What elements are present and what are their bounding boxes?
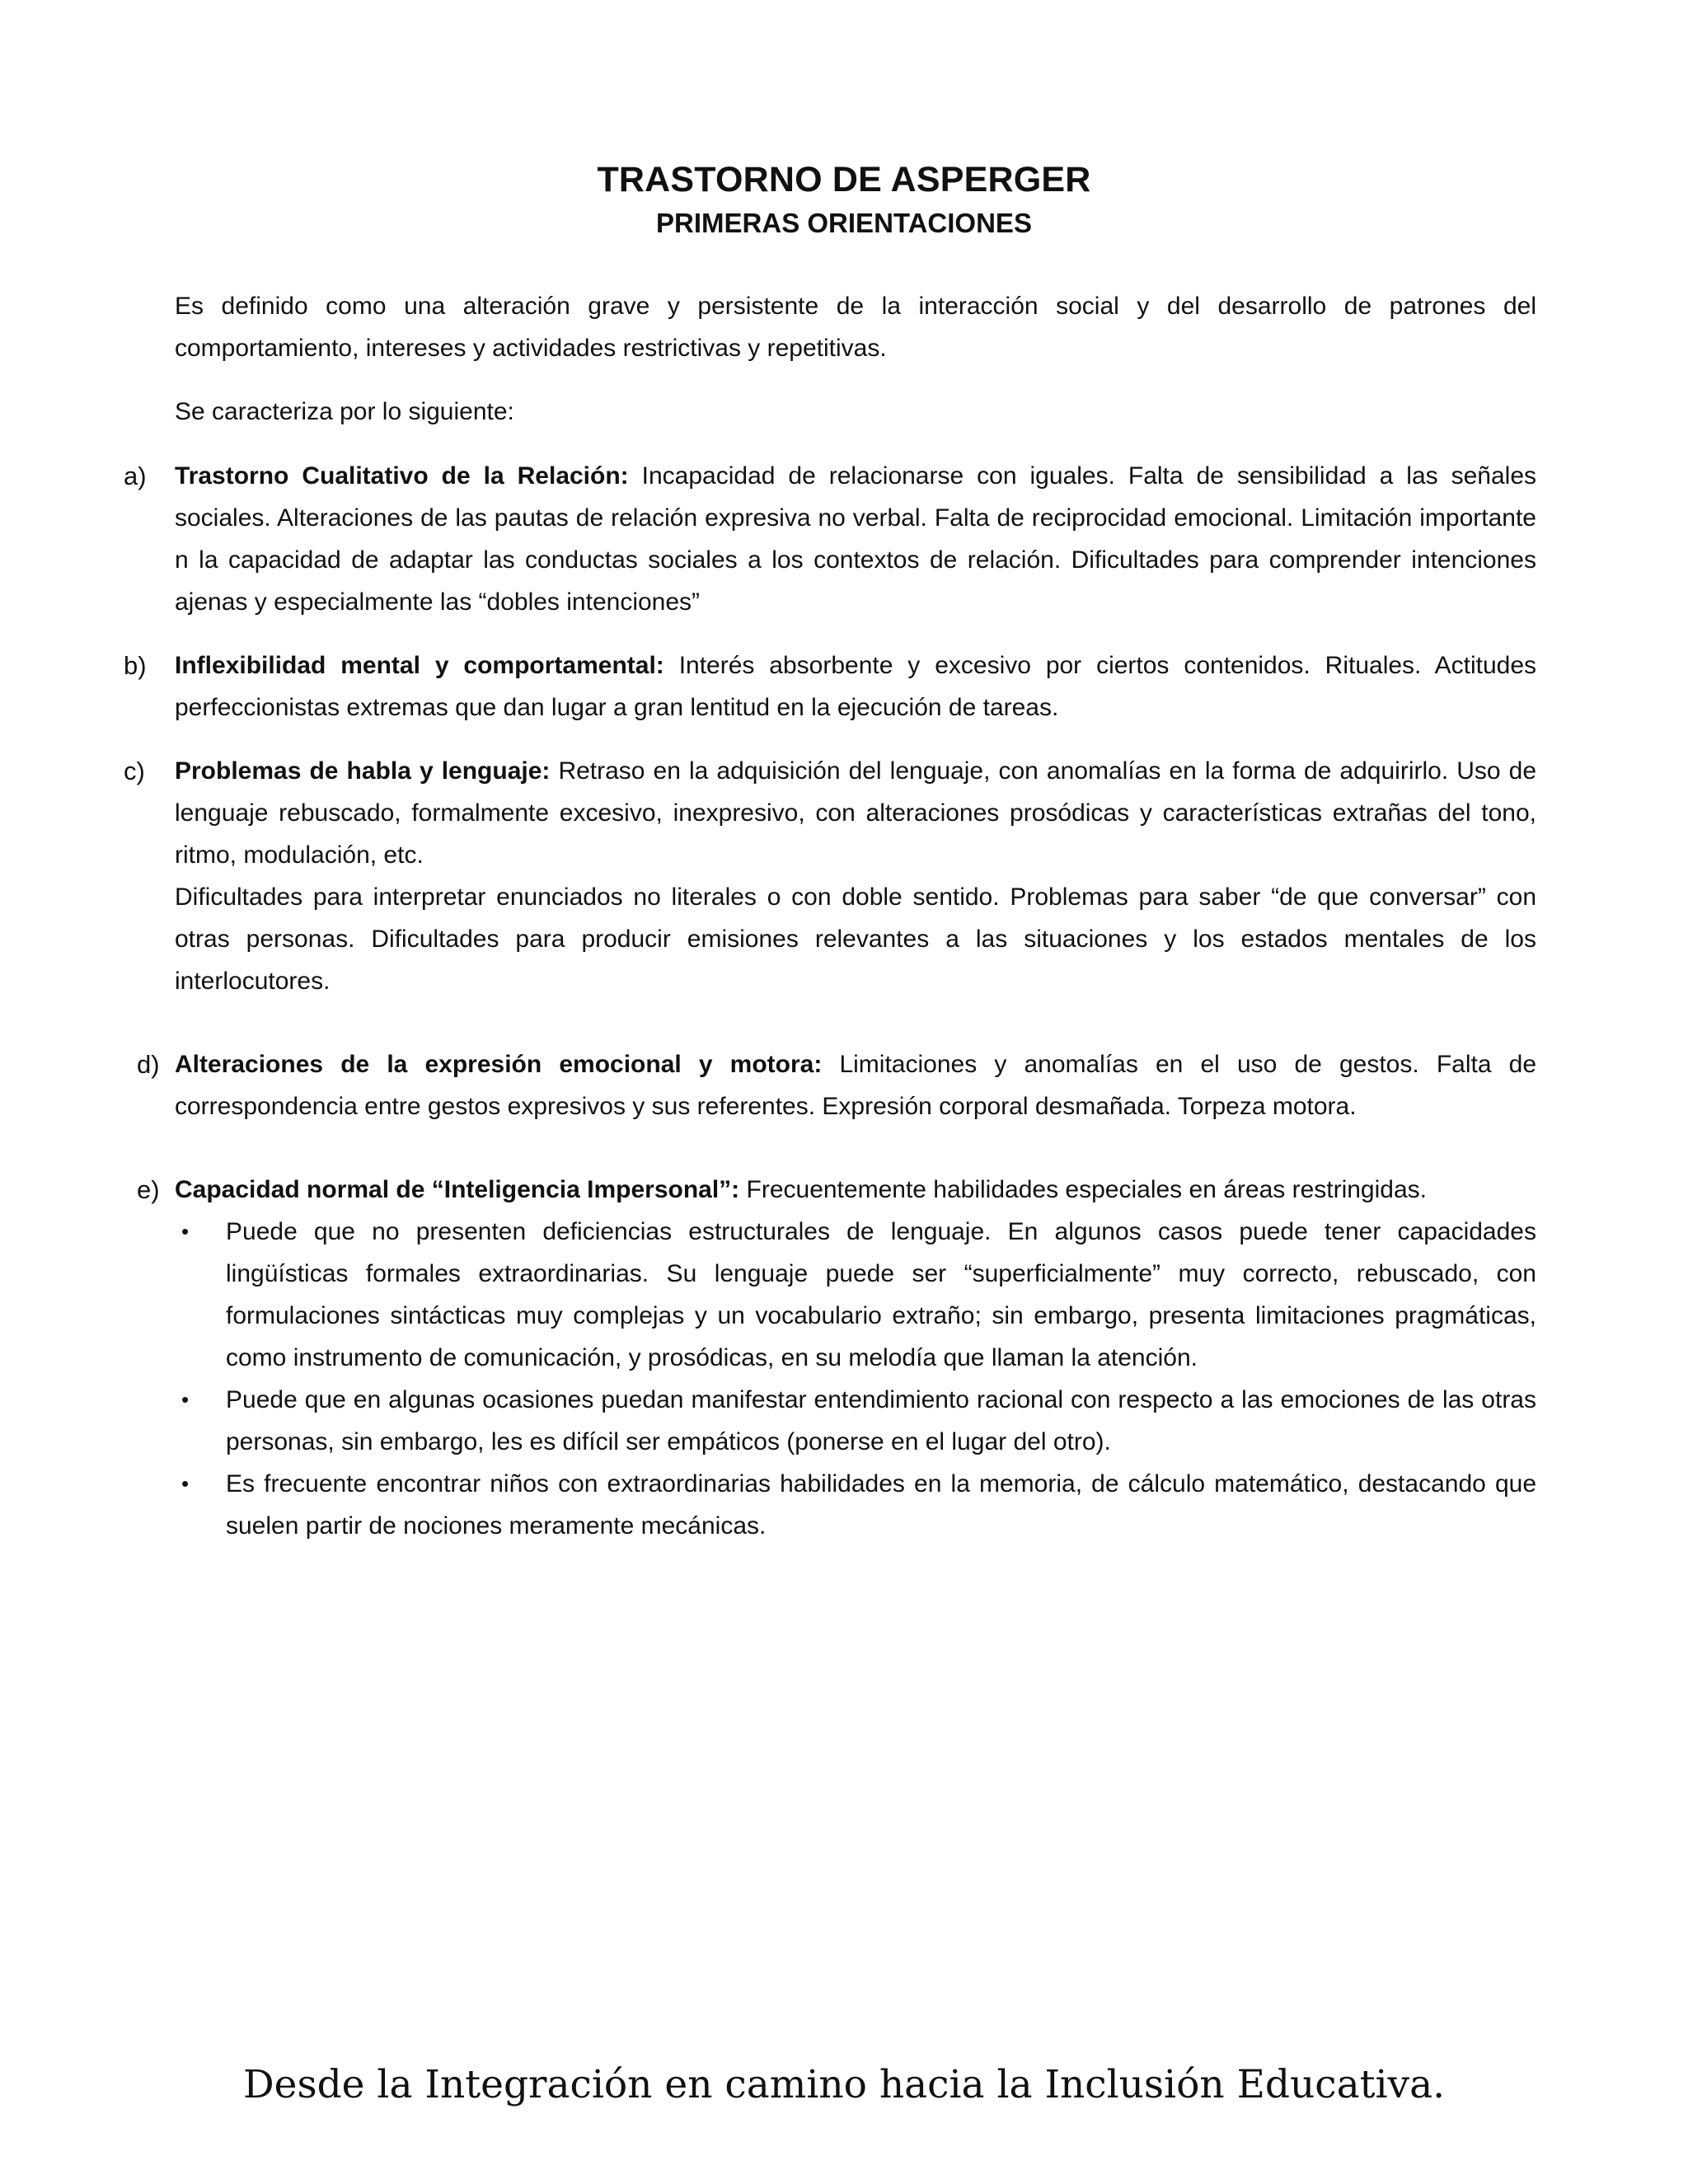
bullet-text: Puede que no presenten deficiencias estructurales de lenguaje. En algunos casos puede tener capacidades lingüísticas formales extraordinarias. Su lenguaje puede ser “superficialmente” muy correcto, rebuscado, con formulaciones sintácticas muy complejas y un vocabulario extraño; sin embargo, presenta limitaciones pragmáticas, como instrumento de comunicación, y prosódicas, en su melodía que llaman la atención. [226, 1218, 1536, 1371]
bullet-icon: • [181, 1387, 190, 1412]
list-marker: b) [124, 651, 147, 680]
intro-lead: Se caracteriza por lo siguiente: [175, 398, 514, 425]
item-text: Retraso en la adquisición del lenguaje, con anomalías en la forma de adquirirlo. Uso de lenguaje rebuscado, formalmente excesivo, inexpresivo, con alteraciones prosódicas y características extrañas del tono, ritmo, modulación, etc. [175, 757, 1536, 869]
bullet-list [175, 1211, 1536, 1547]
list-item-body-continued: Dificultades para interpretar enunciados no literales o con doble sentido. Problemas para saber “de que conversar” con otras personas. Dificultades para producir emisiones relevantes a las situaciones y los estados mentales de los interlocutores. [175, 883, 1536, 995]
document-subtitle: PRIMERAS ORIENTACIONES [656, 208, 1032, 238]
bullet-item [175, 1379, 1536, 1463]
document-title: TRASTORNO DE ASPERGER [597, 160, 1091, 199]
list-item-a [124, 455, 1536, 623]
item-text: Incapacidad de relacionarse con iguales. Falta de sensibilidad a las señales sociales. Alteraciones de las pautas de relación expresiva no verbal. Falta de reciprocidad emocional. Limitación importante n la capacidad de adaptar las conductas sociales a los contextos de relación. Dificultades para comprender intenciones ajenas y especialmente las “dobles intenciones” [175, 462, 1537, 616]
bullet-icon: • [181, 1219, 190, 1244]
item-text: Limitaciones y anomalías en el uso de gestos. Falta de correspondencia entre gestos expresivos y sus referentes. Expresión corporal desmañada. Torpeza motora. [175, 1051, 1537, 1120]
list-marker: c) [124, 757, 145, 785]
list-item-body [175, 455, 1536, 623]
list-item-body [175, 644, 1536, 729]
item-text: Interés absorbente y excesivo por ciertos contenidos. Rituales. Actitudes perfeccionistas extremas que dan lugar a gran lentitud en la ejecución de tareas. [175, 652, 1537, 721]
list-marker: d) [137, 1050, 160, 1079]
list-item-d [124, 1043, 1536, 1127]
bullet-icon: • [181, 1471, 190, 1496]
list-item-body [175, 1169, 1536, 1211]
list-marker: a) [124, 462, 147, 490]
item-heading: Problemas de habla y lenguaje: [175, 757, 551, 785]
bullet-text: Puede que en algunas ocasiones puedan manifestar entendimiento racional con respecto a las emociones de las otras personas, sin embargo, les es difícil ser empáticos (ponerse en el lugar del otro). [226, 1386, 1536, 1455]
list-marker: e) [137, 1175, 160, 1204]
list-item-c [124, 750, 1536, 1002]
list-item-body [175, 750, 1536, 876]
intro-definition: Es definido como una alteración grave y persistente de la interacción social y del desarrollo de patrones del comportamiento, intereses y actividades restrictivas y repetitivas. [175, 293, 1536, 362]
bullet-text: Es frecuente encontrar niños con extraordinarias habilidades en la memoria, de cálculo matemático, destacando que suelen partir de nociones meramente mecánicas. [226, 1470, 1536, 1540]
item-heading: Alteraciones de la expresión emocional y motora: [175, 1051, 823, 1078]
list-item-e [124, 1169, 1536, 1547]
item-heading: Inflexibilidad mental y comportamental: [175, 652, 664, 679]
item-heading: Trastorno Cualitativo de la Relación: [175, 462, 629, 490]
bullet-item [175, 1211, 1536, 1379]
list-item-body [175, 1043, 1536, 1127]
item-text: Frecuentemente habilidades especiales en áreas restringidas. [739, 1176, 1427, 1203]
item-heading: Capacidad normal de “Inteligencia Impersonal”: [175, 1176, 740, 1203]
bullet-item [175, 1463, 1536, 1547]
list-item-b [124, 644, 1536, 729]
page-footer: Desde la Integración en camino hacia la Inclusión Educativa. [242, 2062, 1446, 2107]
